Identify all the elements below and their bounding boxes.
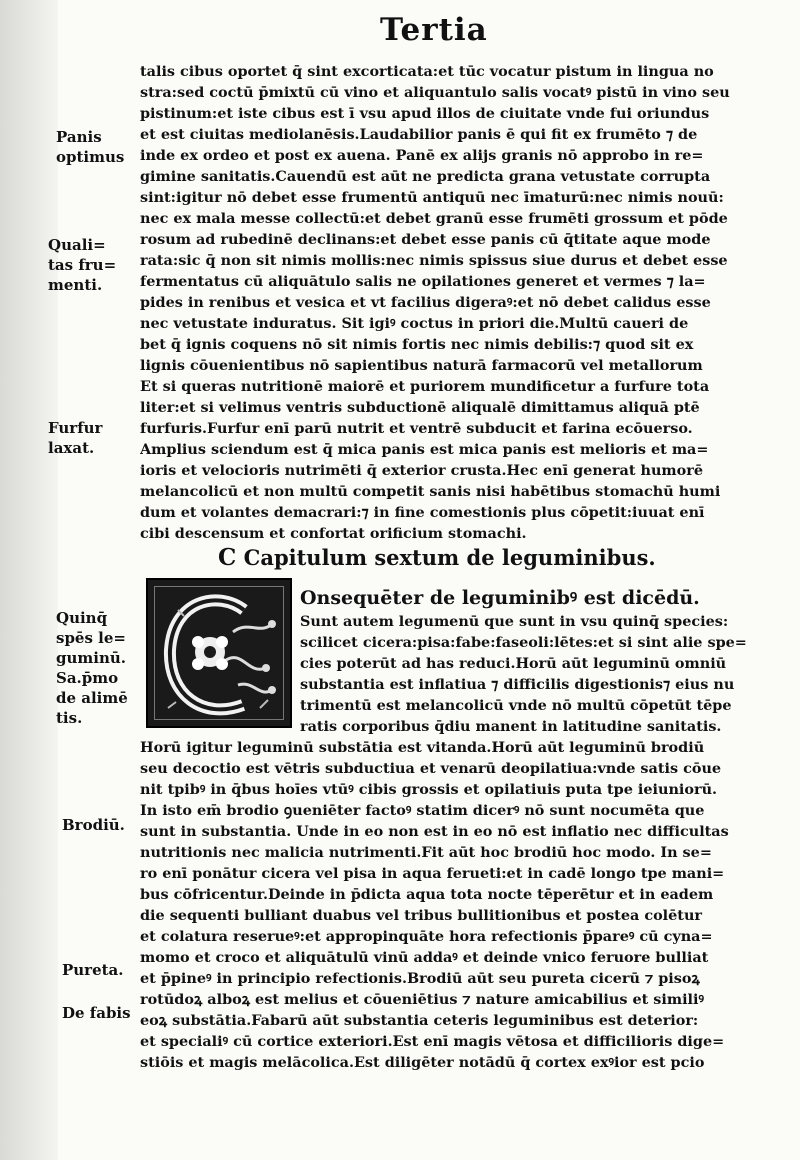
text-line: gimine sanitatis.Cauendū est aūt ne predicta grana vetustate corrupta [140,168,711,185]
text-line: sunt in substantia. Unde in eo non est in eo nō est inflatio nec difficultas [140,823,729,840]
text-line: rata:sic q̄ non sit nimis mollis:nec nimis spissus siue durus et debet esse [140,252,728,269]
text-line: ratis corporibus q̄diu manent in latitudine sanitatis. [300,718,722,735]
text-line: seu decoctio est vētris subductiua et venarū deopilatiua:vnde satis cōue [140,760,722,777]
text-line: pistinum:et iste cibus est ī vsu apud illos de ciuitate vnde fui oriundus [140,105,710,122]
text-line: momo et croco et aliquātulū vinū addaꝰ et deinde vnico feruore bulliat [140,949,709,966]
text-line: scilicet cicera:pisa:fabe:faseoli:lētes:et si sint alie spe= [300,634,747,651]
running-header: Tertia [380,12,488,48]
margin-note: Panis optimus [56,128,125,166]
text-line: sint:igitur nō debet esse frumentū antiquū nec īmaturū:nec nimis nouū: [140,189,724,206]
text-line: furfuris.Furfur enī parū nutrit et ventrē subducit et farina ecōuerso. [140,420,693,437]
text-line: et specialiꝰ cū cortice exteriori.Est enī magis vētosa et difficilioris dige= [140,1033,725,1050]
margin-note: Pureta. [62,961,124,979]
text-line: ioris et velocioris nutrimēti q̄ exterior crusta.Hec enī generat humorē [140,462,703,479]
margin-note: De fabis [62,1004,131,1022]
text-line: stra:sed coctū p̄mixtū cū vino et aliquantulo salis vocatꝰ pistū in vino seu [140,84,730,101]
text-line: et colatura reserueꝰ:et appropinquāte hora refectionis p̄pareꝰ cū cyna= [140,928,713,945]
text-line: trimentū est melancolicū vnde nō multū cōpetūt tēpe [300,697,732,714]
text-line: fermentatus cū aliquātulo salis ne opilationes generet et vermes ⁊ la= [140,273,706,290]
text-line: In isto em̄ brodio ꝯueniēter factoꝰ statim dicerꝰ nō sunt nocumēta que [140,802,705,819]
text-line: ro enī ponātur cicera vel pisa in aqua ferueti:et in cadē longo tpe mani= [140,865,725,882]
text-line: dum et volantes demacrari:⁊ in fine comestionis plus cōpetit:iuuat enī [140,504,705,521]
floral-ornament-icon [148,580,294,730]
text-line: et est ciuitas mediolanēsis.Laudabilior panis ē qui fit ex frumēto ⁊ de [140,126,698,143]
margin-note: Quali= tas fru= menti. [48,236,117,294]
text-line: eoꝝ substātia.Fabarū aūt substantia ceteris leguminibus est deterior: [140,1012,699,1029]
chapter-heading-text: Capitulum sextum de leguminibus. [243,545,656,570]
decorated-initial [146,578,292,728]
text-line: Amplius sciendum est q̄ mica panis est mica panis est melioris et ma= [140,441,709,458]
text-line: cibi descensum et confortat orificium stomachi. [140,525,527,542]
text-line: Sunt autem legumenū que sunt in vsu quinq̄ species: [300,613,729,630]
text-line: et p̄pineꝰ in principio refectionis.Brodiū aūt seu pureta cicerū ⁊ pisoꝝ [140,970,700,987]
text-line: nutritionis nec malicia nutrimenti.Fit aūt hoc brodiū hoc modo. In se= [140,844,712,861]
text-line: Et si queras nutritionē maiorē et puriorem mundificetur a furfure tota [140,378,710,395]
text-line: rosum ad rubedinē declinans:et debet esse panis cū q̄titate aque mode [140,231,711,248]
chapter-heading [218,544,656,571]
margin-note: Quinq̄ spēs le= guminū. Sa.p̄mo de alimē tis. [56,609,128,727]
text-line: bus cōfricentur.Deinde in p̄dicta aqua tota nocte tēperētur et in eadem [140,886,714,903]
margin-note: Brodiū. [62,816,125,834]
text-line: stiōis et magis melācolica.Est diligēter notādū q̄ cortex exꝰior est pcio [140,1054,705,1071]
page-gutter-shadow [0,0,58,1160]
text-line: Horū igitur leguminū substātia est vitanda.Horū aūt leguminū brodiū [140,739,705,756]
text-line: liter:et si velimus ventris subductionē aliqualē dimittamus aliquā ptē [140,399,700,416]
text-line: rotūdoꝝ alboꝝ est melius et cōueniētius ⁊ nature amicabilius et similiꝰ [140,991,704,1008]
chapter-first-line: Onsequēter de leguminibꝰ est dicēdū. [300,587,700,609]
text-line: melancolicū et non multū competit sanis nisi habētibus stomachū humi [140,483,721,500]
text-line: nec vetustate induratus. Sit igiꝰ coctus in priori die.Multū caueri de [140,315,689,332]
text-line: cies poterūt ad has reduci.Horū aūt leguminū omniū [300,655,727,672]
text-line: talis cibus oportet q̄ sint excorticata:et tūc vocatur pistum in lingua no [140,63,714,80]
text-line: pides in renibus et vesica et vt facilius digeraꝰ:et nō debet calidus esse [140,294,711,311]
margin-note: Furfur laxat. [48,419,103,457]
text-line: die sequenti bulliant duabus vel tribus bullitionibus et postea colētur [140,907,702,924]
text-line: nit tpibꝰ in q̄bus hoīes vtūꝰ cibis grossis et opilatiuis puta tpe ieiuniorū. [140,781,718,798]
text-line: bet q̄ ignis coquens nō sit nimis fortis nec nimis debilis:⁊ quod sit ex [140,336,694,353]
text-line: inde ex ordeo et post ex auena. Panē ex alijs granis nō approbo in re= [140,147,704,164]
text-line: nec ex mala messe collectū:et debet granū esse frumēti grossum et pōde [140,210,728,227]
text-line: lignis cōuenientibus nō sapientibus naturā farmacorū vel metallorum [140,357,703,374]
text-line: substantia est inflatiua ⁊ difficilis digestionis⁊ eius nu [300,676,735,693]
paragraph-mark: C [218,544,237,571]
